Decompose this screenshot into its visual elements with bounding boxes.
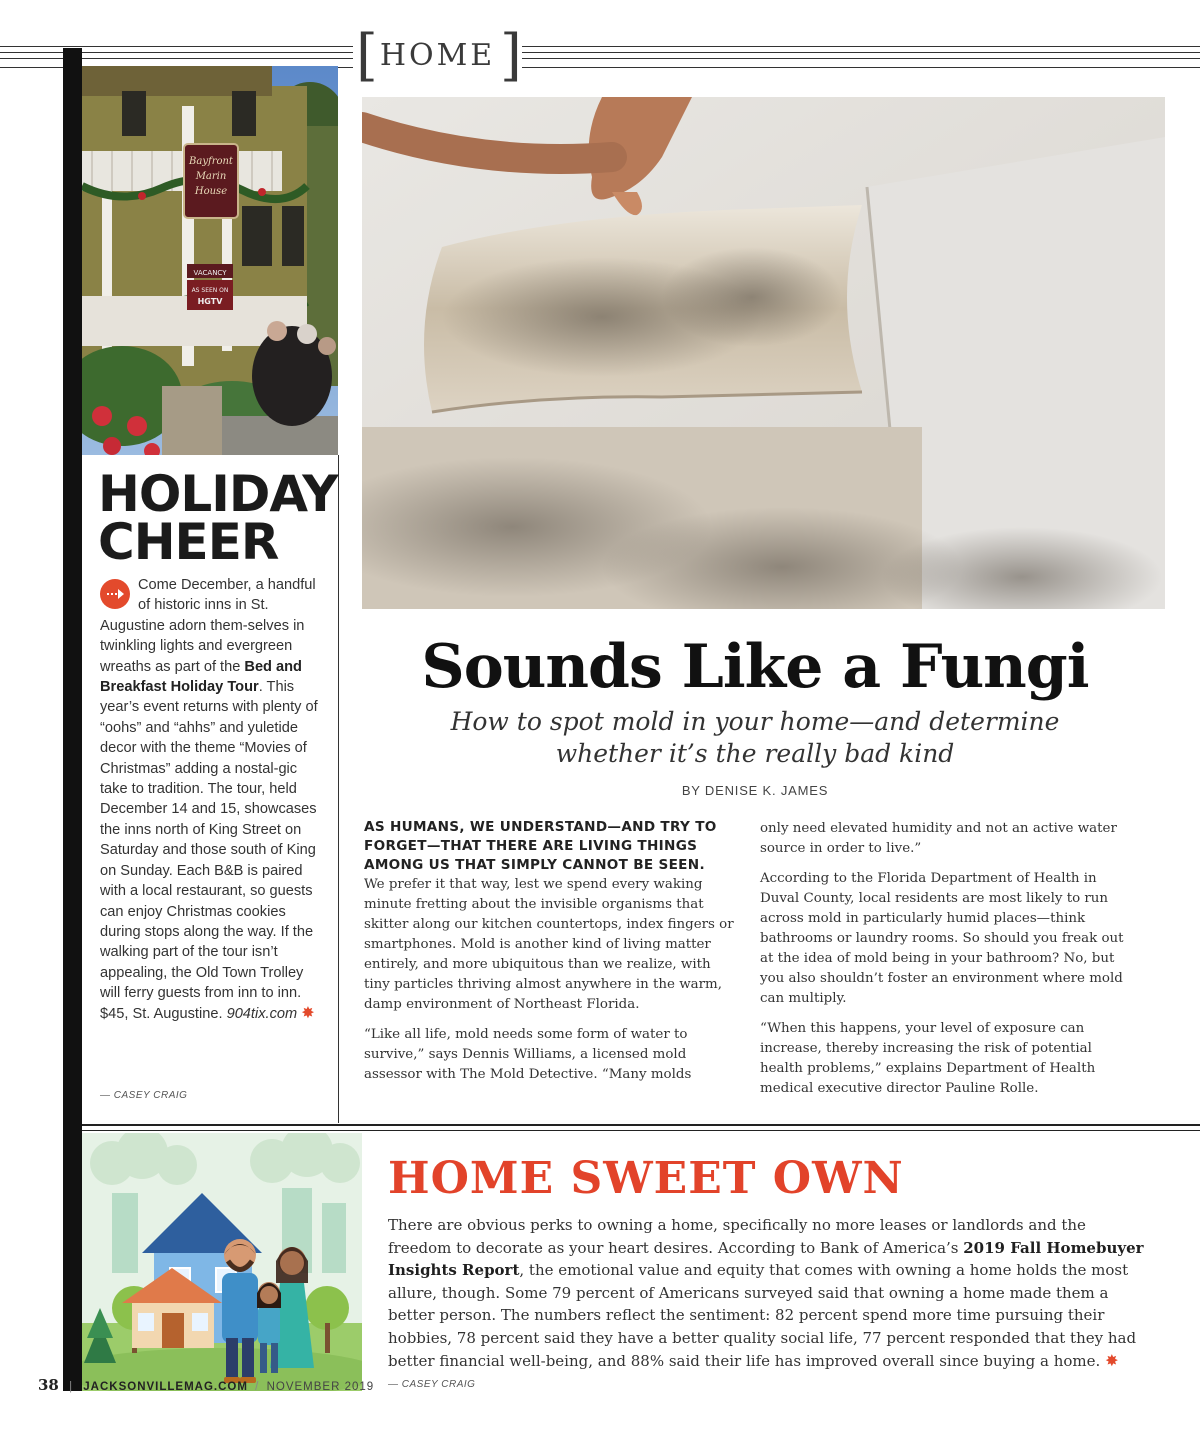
inn-photo [82,66,338,455]
ticket-link[interactable]: 904tix.com [226,1005,298,1022]
article-col2-p1: only need elevated humidity and not an active water source in order to live.” [760,821,1117,856]
section-label: HOME [379,38,496,73]
inn-photo-svg [82,66,338,455]
article-lead: AS HUMANS, WE UNDERSTAND—AND TRY TO FORGET—THAT THERE ARE LIVING THINGS AMONG US THAT SIMPLY CANNOT BE SEEN. [364,819,717,873]
hgtv-text: HGTV [197,297,223,306]
home-story-credit: — CASEY CRAIG [388,1379,476,1390]
sidebar-body [100,575,322,1024]
mold-photo [362,97,1165,609]
footer-issue: NOVEMBER 2019 [266,1381,375,1393]
mold-photo-svg [362,97,1165,609]
home-body-text2: , the emotional value and equity that comes with owning a home holds the most allure, though. Some 79 percent of Americans surveyed said that owning a home made them a better person. The numbers reflect the sentiment: 82 percent spend more time pursuing their hobbies, 78 percent said they have a better quality social life, 77 percent responded that they had better financial well-being, and 88% said their life has improved overall since buying a home. [388,1261,1137,1370]
article-byline: BY DENISE K. JAMES [681,783,829,798]
home-body-text1: There are obvious perks to owning a home, specifically no more leases or landlords and the freedom to decorate as your heart desires. According to Bank of America’s [388,1216,1086,1257]
subtitle-line2: whether it’s the really bad kind [555,739,955,768]
article-column-2 [760,819,1132,1109]
starburst-icon: ✸ [1105,1350,1119,1370]
sidebar-body-text2: . This year’s event returns with plenty of “oohs” and “ahhs” and yuletide decor with the theme “Movies of Christmas” adding a nostal-gic take to tradition. The tour, held December 14 and 15, showcases the inns north of King Street on Saturday and those south of King on Sunday. Each B&B is paired with a local restaurant, so guests can enjoy Christmas cookies during stops along the way. If the walking part of the tour isn’t appealing, the Old Town Trolley will ferry guests from inn to inn. $45, St. Augustine. [100,679,318,1022]
article-col1-p2: “Like all life, mold needs some form of water to survive,” says Dennis Williams, a licensed mold assessor with The Mold Detective. “Many molds [364,1027,692,1082]
starburst-icon: ✸ [301,1004,315,1022]
article-col2-p2: According to the Florida Department of Health in Duval County, local residents are most likely to run across mold in particularly humid places—think bathrooms or laundry rooms. So should you freak out at the idea of mold being in your bathroom? No, but you also shouldn’t foster an environment where mold can multiply. [760,871,1124,1006]
footer-slash: / [255,1381,260,1393]
article-col2-p3: “When this happens, your level of exposure can increase, thereby increasing the risk of potential health problems,” explains Department of Health medical executive director Pauline Rolle. [760,1021,1096,1096]
sign-text-line3: House [194,186,228,197]
footer-site[interactable]: JACKSONVILLEMAG.COM [83,1381,248,1393]
page-number: 38 [38,1376,59,1394]
article-subtitle [420,706,1090,770]
sidebar-title-line1: HOLIDAY [98,465,338,523]
subtitle-line1: How to spot mold in your home—and determine [450,707,1060,736]
header-rule-right [522,46,1200,68]
sidebar-accent-bar [63,48,82,1391]
sidebar-divider [338,455,339,1123]
as-seen-on-text: AS SEEN ON [191,287,229,294]
bracket-left-icon: [ [356,23,378,88]
report-name: 2019 Fall Homebuyer Insights Report [388,1238,1144,1280]
page-footer [38,1376,374,1394]
article-column-1 [364,818,736,1095]
sidebar-title [98,465,338,571]
article-title: Sounds Like a Fungi [421,632,1089,702]
sidebar-credit: — CASEY CRAIG [100,1090,188,1101]
sign-text-line1: Bayfront [189,156,233,167]
family-illustration-svg [82,1133,362,1391]
bracket-right-icon: ] [500,23,522,88]
arrow-right-icon [100,579,130,609]
home-story-body [388,1214,1148,1372]
header-rule-left [0,46,353,68]
tour-name: Bed and Breakfast Holiday Tour [100,658,302,696]
family-illustration [82,1133,362,1391]
sidebar-title-line2: CHEER [98,513,279,571]
section-divider [82,1124,1200,1131]
home-story-title: HOME SWEET OWN [388,1153,904,1204]
article-col1-p1: We prefer it that way, lest we spend every waking minute fretting about the invisible organisms that skitter along our kitchen countertops, index fingers or smartphones. Mold is another kind of living matter entirely, and more ubiquitous than we realize, with tiny particles thriving almost anywhere in the warm, damp environment of Northeast Florida. [364,877,734,1012]
vacancy-sign-text: VACANCY [193,269,227,277]
sidebar-body-text1: Come December, a handful of historic inns in St. Augustine adorn them-selves in twinkling lights and evergreen wreaths as part of the [100,577,316,675]
footer-separator: | [69,1381,74,1393]
sign-text-line2: Marin [195,171,227,182]
